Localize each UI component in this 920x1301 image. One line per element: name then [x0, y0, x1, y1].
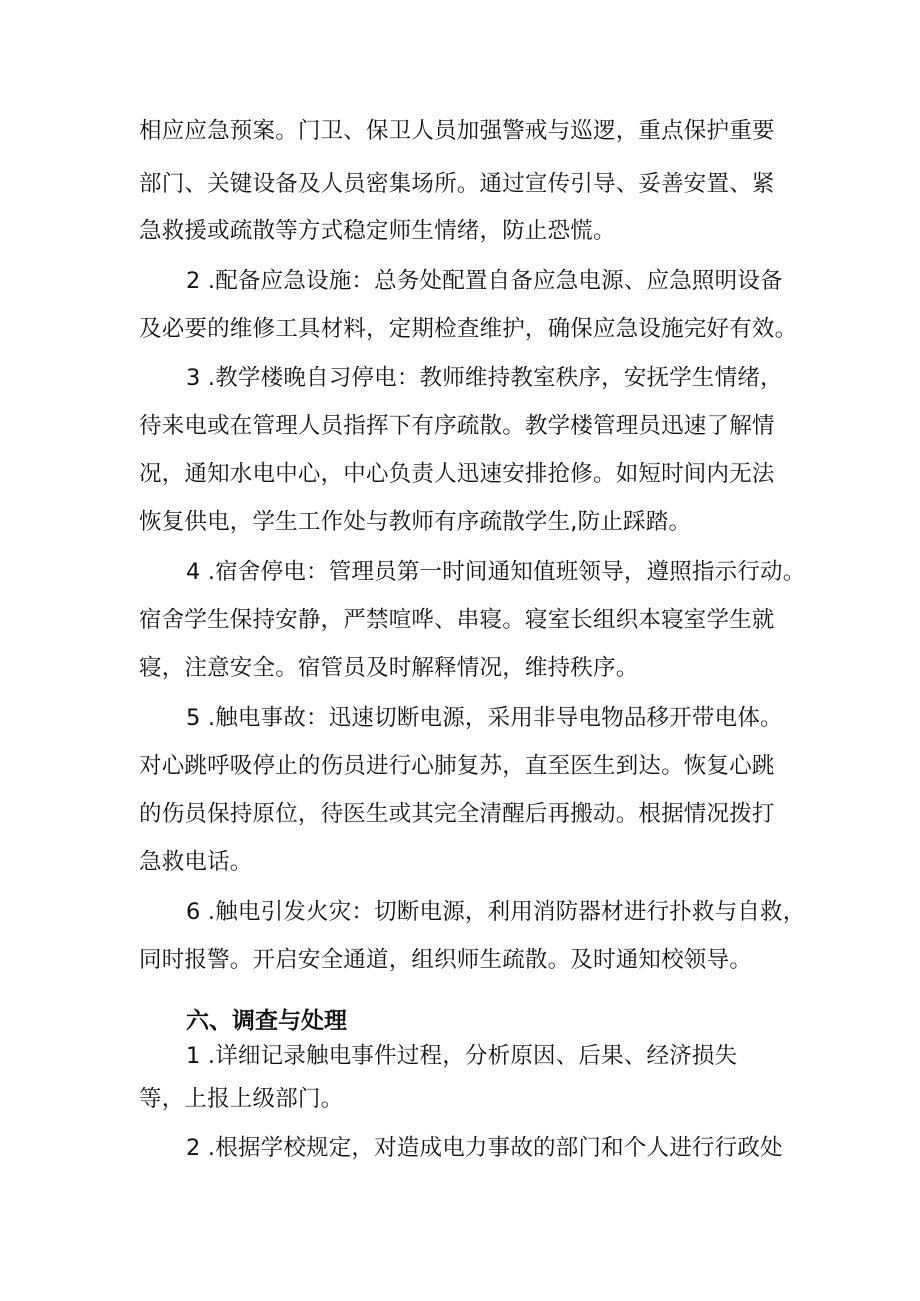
- paragraph-line: 2 .配备应急设施：总务处配置自备应急电源、应急照明设备: [186, 268, 783, 294]
- paragraph-line: 及必要的维修工具材料，定期检查维护，确保应急设施完好有效。: [139, 316, 798, 342]
- paragraph-line: 宿舍学生保持安静，严禁喧哗、串寝。寝室长组织本寝室学生就: [139, 607, 775, 633]
- paragraph-line: 寝，注意安全。宿管员及时解释情况，维持秩序。: [139, 655, 639, 681]
- paragraph-line: 待来电或在管理人员指挥下有序疏散。教学楼管理员迅速了解情: [139, 413, 775, 439]
- paragraph-line: 等，上报上级部门。: [139, 1086, 344, 1112]
- paragraph-line: 1 .详细记录触电事件过程，分析原因、后果、经济损失: [186, 1043, 738, 1069]
- paragraph-line: 急救援或疏散等方式稳定师生情绪，防止恐慌。: [139, 218, 616, 244]
- paragraph-line: 况，通知水电中心，中心负责人迅速安排抢修。如短时间内无法: [139, 461, 775, 487]
- paragraph-line: 的伤员保持原位，待医生或其完全清醒后再搬动。根据情况拨打: [139, 801, 775, 827]
- section-heading: 六、调查与处理: [186, 1008, 347, 1034]
- paragraph-line: 恢复供电，学生工作处与教师有序疏散学生,防止踩踏。: [139, 509, 692, 535]
- paragraph-line: 5 .触电事故：迅速切断电源，采用非导电物品移开带电体。: [186, 705, 783, 731]
- paragraph-line: 3 .教学楼晚自习停电：教师维持教室秩序，安抚学生情绪，: [186, 365, 783, 391]
- paragraph-line: 2 .根据学校规定，对造成电力事故的部门和个人进行行政处: [186, 1135, 783, 1161]
- paragraph-line: 同时报警。开启安全通道，组织师生疏散。及时通知校领导。: [139, 947, 752, 973]
- paragraph-line: 对心跳呼吸停止的伤员进行心肺复苏，直至医生到达。恢复心跳: [139, 753, 775, 779]
- paragraph-line: 6 .触电引发火灾：切断电源，利用消防器材进行扑救与自救，: [186, 899, 806, 925]
- paragraph-line: 急救电话。: [139, 849, 253, 875]
- paragraph-line: 部门、关键设备及人员密集场所。通过宣传引导、妥善安置、紧: [139, 171, 775, 197]
- paragraph-line: 相应应急预案。门卫、保卫人员加强警戒与巡逻，重点保护重要: [139, 118, 775, 144]
- paragraph-line: 4 .宿舍停电：管理员第一时间通知值班领导，遵照指示行动。: [186, 559, 806, 585]
